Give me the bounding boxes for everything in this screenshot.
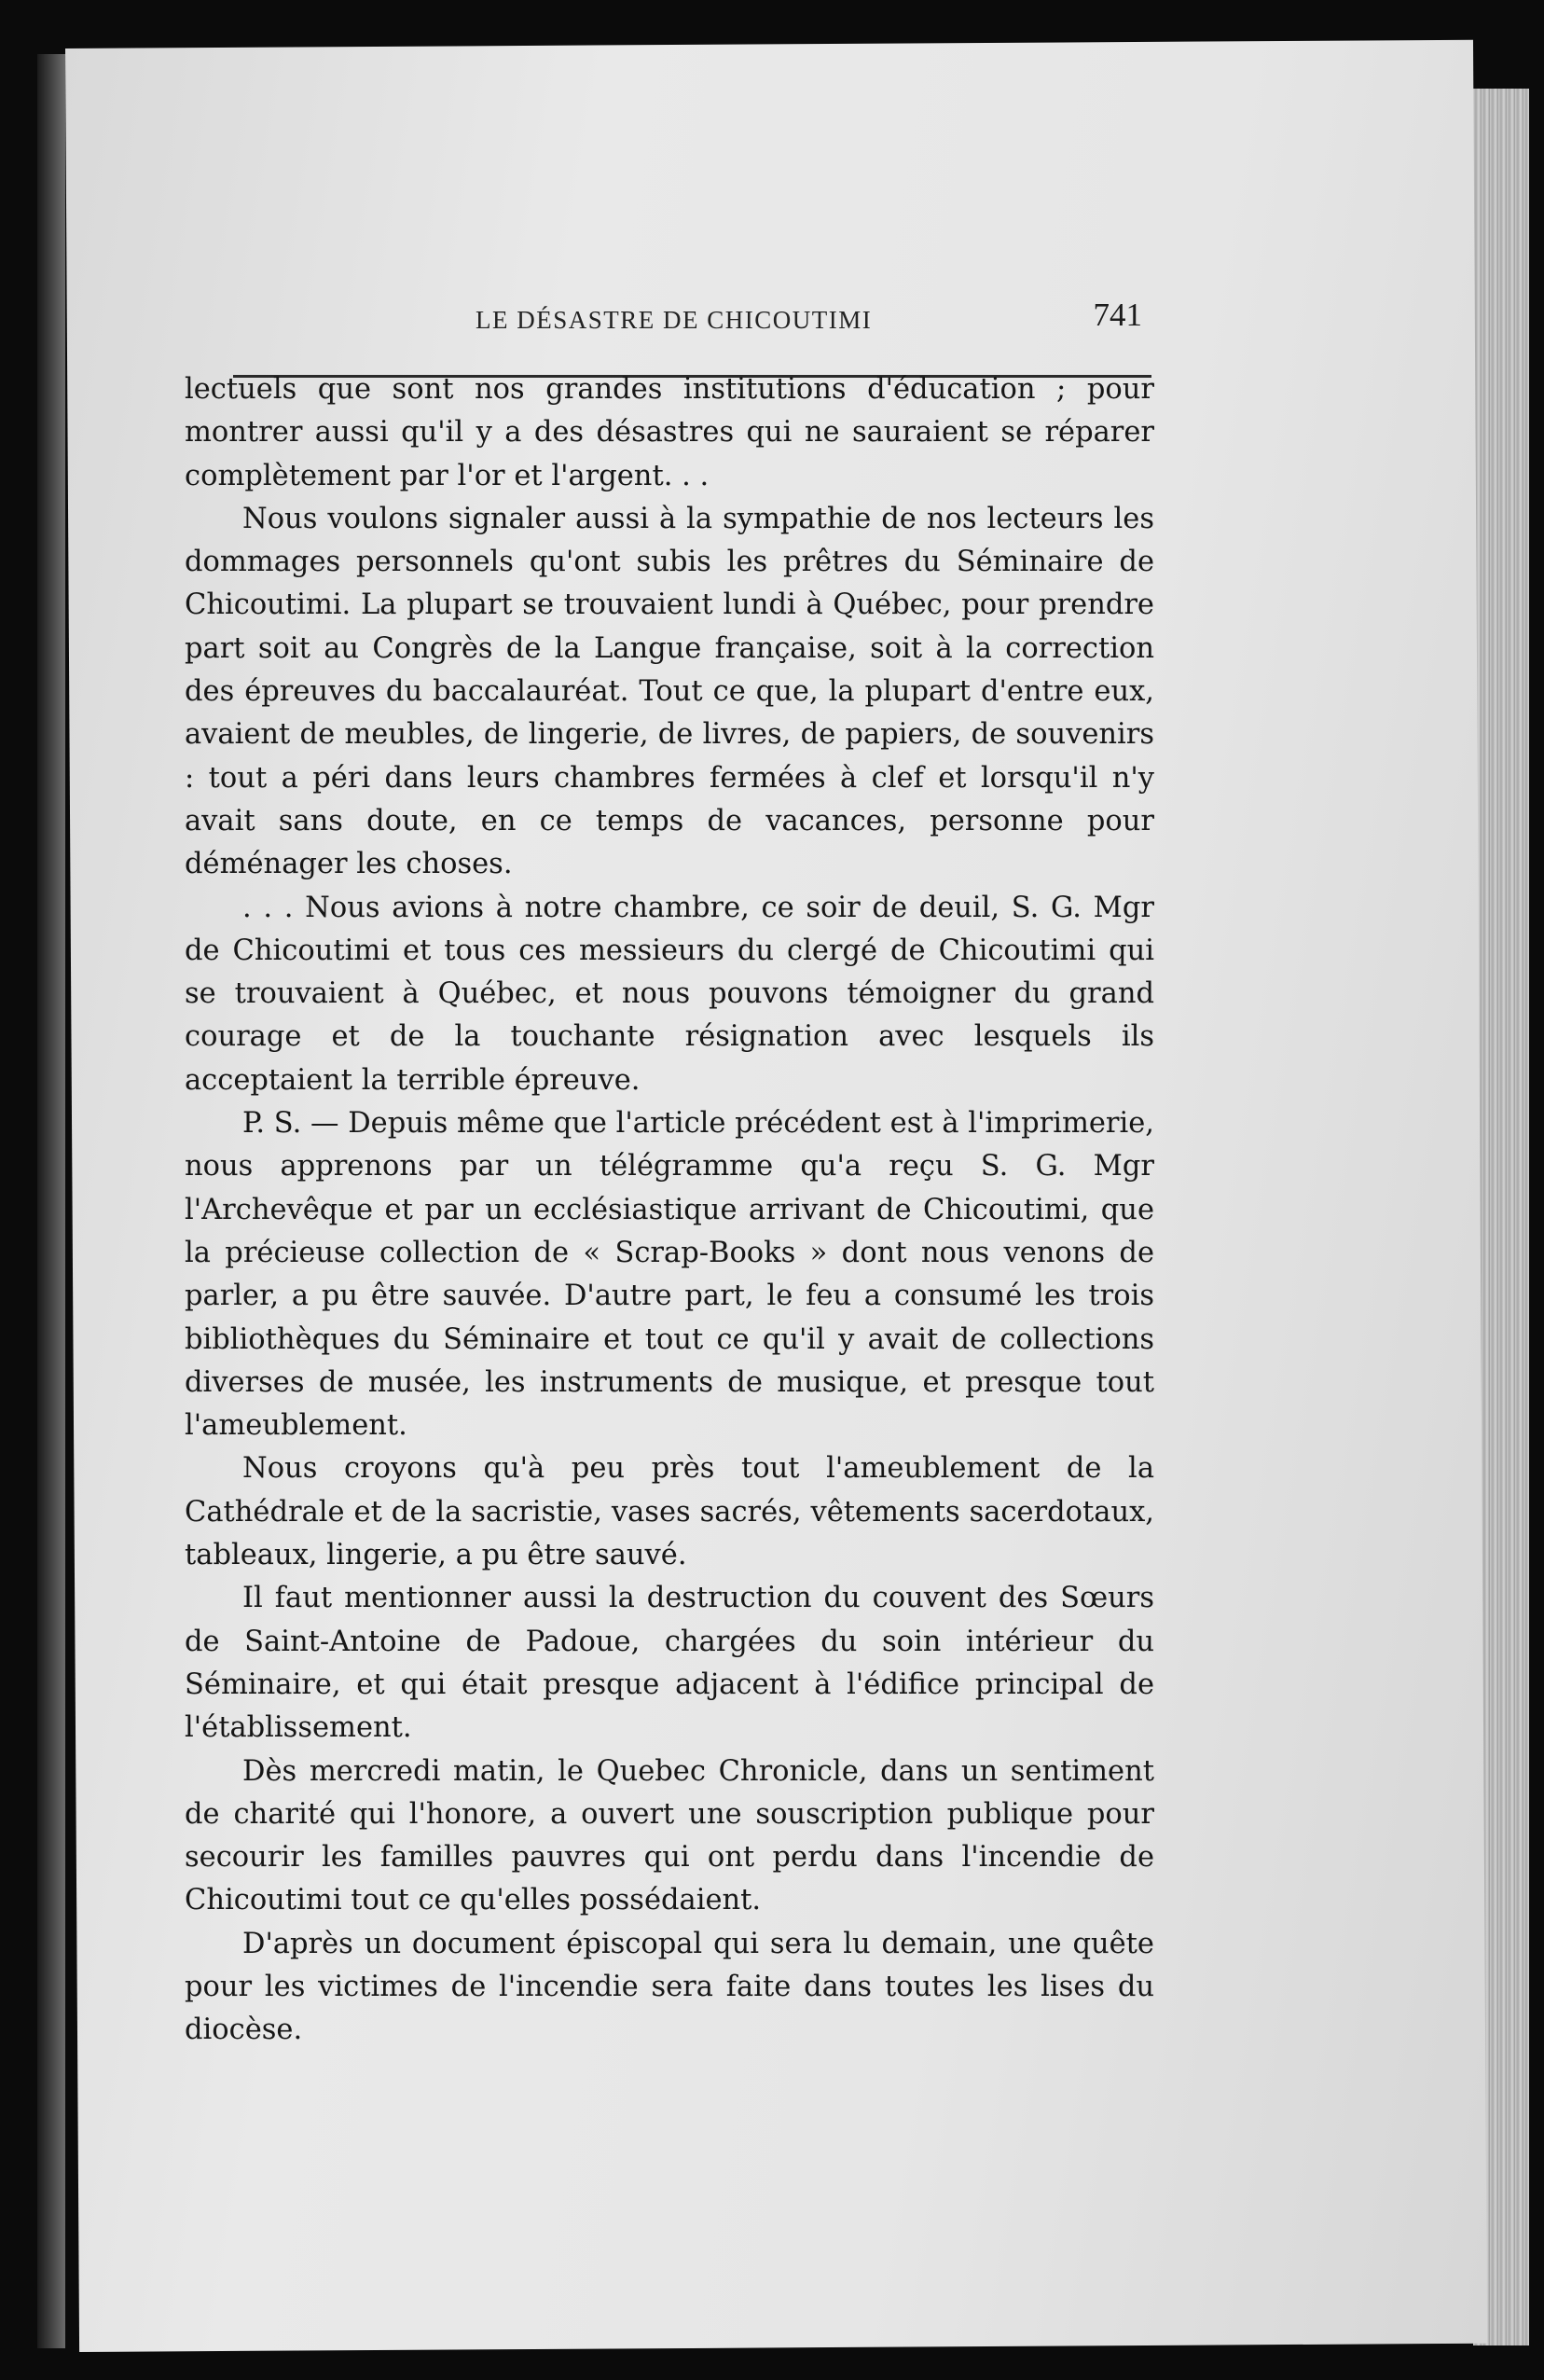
paragraph: Il faut mentionner aussi la destruction du couvent des Sœurs de Saint-Antoine de Padoue, chargées du soin intérieur du Séminaire, et qui était presque adjacent à l'édifice principal de l'établissement. (185, 1582, 1154, 1745)
page-number: 741 (1093, 297, 1142, 333)
body-text (185, 368, 1154, 2053)
paragraph: D'après un document épiscopal qui sera lu demain, une quête pour les victimes de l'incendie sera faite dans toutes les lises du diocèse. (185, 1927, 1154, 2047)
paragraph: Nous voulons signaler aussi à la sympathie de nos lecteurs les dommages personnels qu'ont subis les prêtres du Séminaire de Chicoutimi. La plupart se trouvaient lundi à Québec, pour prendre part soit au Congrès de la Langue française, soit à la correction des épreuves du baccalauréat. Tout ce que, la plupart d'entre eux, avaient de meubles, de lingerie, de livres, de papiers, de souvenirs : tout a péri dans leurs chambres fermées à clef et lorsqu'il n'y avait sans doute, en ce temps de vacances, personne pour déménager les choses. (185, 502, 1154, 881)
paragraph: lectuels que sont nos grandes institutions d'éducation ; pour montrer aussi qu'il y a des désastres qui ne sauraient se réparer complètement par l'or et l'argent. . . (185, 373, 1154, 492)
paragraph: P. S. — Depuis même que l'article précédent est à l'imprimerie, nous apprenons par un télégramme qu'a reçu S. G. Mgr l'Archevêque et par un ecclésiastique arrivant de Chicoutimi, que la précieuse collection de « Scrap-Books » dont nous venons de parler, a pu être sauvée. D'autre part, le feu a consumé les trois bibliothèques du Séminaire et tout ce qu'il y avait de collections diverses de musée, les instruments de musique, et presque tout l'ameublement. (185, 1107, 1154, 1443)
running-head: LE DÉSASTRE DE CHICOUTIMI (476, 306, 873, 334)
paragraph: . . . Nous avions à notre chambre, ce soir de deuil, S. G. Mgr de Chicoutimi et tous ces messieurs du clergé de Chicoutimi qui se trouvaient à Québec, et nous pouvons témoigner du grand courage et de la touchante résignation avec lesquels ils acceptaient la terrible épreuve. (185, 891, 1154, 1097)
paragraph: Nous croyons qu'à peu près tout l'ameublement de la Cathédrale et de la sacristie, vases sacrés, vêtements sacerdotaux, tableaux, lingerie, a pu être sauvé. (185, 1452, 1154, 1572)
book-binding-edge (37, 54, 65, 2348)
paragraph: Dès mercredi matin, le Quebec Chronicle, dans un sentiment de charité qui l'honore, a ouvert une souscription publique pour secourir les familles pauvres qui ont perdu dans l'incendie de Chicoutimi tout ce qu'elles possédaient. (185, 1754, 1154, 1917)
page-header (168, 269, 1147, 334)
